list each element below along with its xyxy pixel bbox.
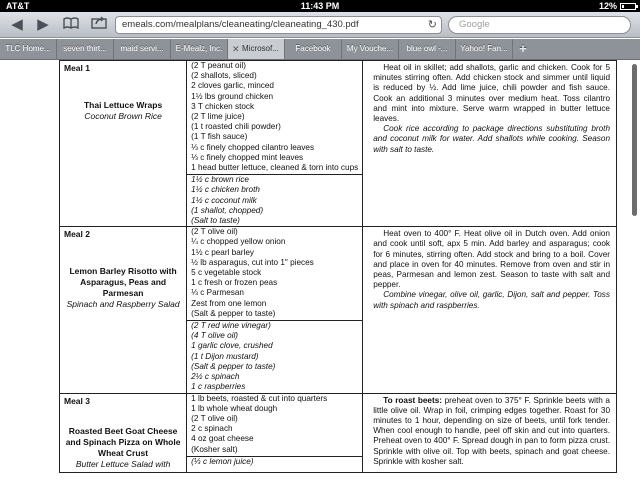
directions-main: Heat oven to 400° F. Heat olive oil in Dutch oven. Add onion and cook until soft, apx 5 min. Add barley and asparagus; cook for 6 minutes, stirring often. Add stock and bring to a boil. Cover and place in oven for 40 minutes. Remove from oven and stir in peas, Parmesan and lemon zest. Season to taste with salt and pepper. bbox=[373, 229, 610, 290]
side-ingredient-line: (Salt to taste) bbox=[191, 216, 240, 226]
side-ingredient-line: 1½ c brown rice bbox=[191, 175, 249, 185]
search-input[interactable]: Google bbox=[448, 16, 631, 34]
forward-icon[interactable]: ▶ bbox=[37, 16, 49, 33]
tab-bar bbox=[0, 39, 640, 60]
side-ingredient-line: (1 shallot, chopped) bbox=[191, 205, 264, 215]
battery-percent: 12% bbox=[598, 1, 617, 11]
ingredient-line: 3 T chicken stock bbox=[191, 101, 255, 111]
ingredient-line: ½ lb asparagus, cut into 1" pieces bbox=[191, 257, 314, 267]
ingredients-cell bbox=[187, 227, 363, 393]
ingredient-line: (2 T olive oil) bbox=[191, 227, 238, 237]
meal-number: Meal 3 bbox=[64, 395, 90, 406]
pdf-page[interactable] bbox=[0, 60, 640, 480]
ingredient-line: (1 t roasted chili powder) bbox=[191, 122, 281, 132]
directions-text: preheat oven to 375° F. Sprinkle beets with a little olive oil. Wrap in foil, crimping edges together. Roast for 30 minutes to 1 hour, depending on size of beets, until fork tender. When cool enough to handle, peel off skin and cut into quarters. Preheat oven to 400° F. Spread dough in pan to form pizza crust. Sprinkle with olive oil. Top with beets, spinach and goat cheese. Sprinkle with kosher salt. bbox=[373, 395, 610, 466]
ingredient-line: (1 T fish sauce) bbox=[191, 132, 248, 142]
side-ingredient-line: (1 t Dijon mustard) bbox=[191, 351, 259, 361]
ingredient-line: 1½ c pearl barley bbox=[191, 247, 254, 257]
battery-icon bbox=[620, 3, 636, 10]
battery-indicator bbox=[599, 0, 636, 12]
ingredient-line: (2 T lime juice) bbox=[191, 112, 245, 122]
tab-maid-servi[interactable]: maid servi... bbox=[114, 39, 171, 59]
bookmarks-icon[interactable] bbox=[60, 15, 82, 35]
ingredient-line: (2 T olive oil) bbox=[191, 413, 238, 423]
directions-cell bbox=[363, 393, 617, 472]
ingredient-line: 5 c vegetable stock bbox=[191, 268, 262, 278]
url-text: emeals.com/mealplans/cleaneating/cleaneating_430.pdf bbox=[122, 19, 359, 30]
tab-facebook[interactable]: Facebook bbox=[285, 39, 342, 59]
meal-row bbox=[60, 227, 617, 393]
side-name: Butter Lettuce Salad with bbox=[75, 458, 171, 469]
ingredient-line: 1 head butter lettuce, cleaned & torn into cups bbox=[191, 163, 359, 173]
close-tab-icon[interactable]: ✕ bbox=[232, 44, 240, 54]
side-ingredient-line: 2½ c spinach bbox=[191, 372, 240, 382]
tab-my-vouche[interactable]: My Vouche... bbox=[342, 39, 399, 59]
new-tab-icon[interactable]: + bbox=[519, 41, 527, 56]
status-bar bbox=[0, 0, 640, 12]
reload-icon[interactable]: ↻ bbox=[427, 19, 437, 31]
tab-microsof-active[interactable] bbox=[228, 39, 285, 59]
ingredient-line: 2 c spinach bbox=[191, 424, 233, 434]
ingredient-line: ⅓ c finely chopped cilantro leaves bbox=[191, 142, 315, 152]
tab-label: Microsof... bbox=[242, 44, 279, 53]
tab-seven-thirt[interactable]: seven thirt... bbox=[57, 39, 114, 59]
directions-side: Cook rice according to package directions substituting broth and coconut milk for water. Add shallots while cooking. Season with salt to taste. bbox=[373, 124, 610, 154]
back-icon[interactable]: ◀ bbox=[11, 16, 23, 33]
side-ingredient-line: (2 T red wine vinegar) bbox=[191, 321, 271, 331]
share-icon[interactable] bbox=[88, 15, 110, 35]
side-name: Coconut Brown Rice bbox=[84, 111, 162, 122]
dish-name: Roasted Beet Goat Cheese and Spinach Pizza on Whole Wheat Crust bbox=[65, 425, 181, 458]
directions-main: Heat oil in skillet; add shallots, garlic and chicken. Cook for 5 minutes stirring often. Add chicken stock and simmer until liquid is reduced by ½. Add lime juice, chili powder and fish sauce. Cook an additional 3 minutes over medium heat. Toss cilantro and mint into mixture. Serve warm wrapped in butter lettuce leaves. bbox=[373, 63, 610, 124]
ingredient-line: ⅓ c finely chopped mint leaves bbox=[191, 152, 304, 162]
tab-tlc-home[interactable]: TLC Home... bbox=[0, 39, 57, 59]
directions-cell bbox=[363, 61, 617, 227]
meal-number: Meal 2 bbox=[64, 229, 90, 240]
ingredient-line: 2 cloves garlic, minced bbox=[191, 81, 274, 91]
ingredient-line: (Kosher salt) bbox=[191, 444, 238, 454]
ingredient-line: ¼ c chopped yellow onion bbox=[191, 237, 286, 247]
directions-side: Combine vinegar, olive oil, garlic, Dijon, salt and pepper. Toss with spinach and raspberries. bbox=[373, 290, 610, 310]
side-ingredient-line: 1½ c coconut milk bbox=[191, 195, 257, 205]
directions-cell bbox=[363, 227, 617, 393]
browser-toolbar bbox=[0, 12, 640, 38]
side-ingredient-line: (4 T olive oil) bbox=[191, 331, 239, 341]
tab-e-mealz[interactable]: E-Mealz, Inc. bbox=[171, 39, 228, 59]
ingredient-line: 4 oz goat cheese bbox=[191, 434, 254, 444]
meal-plan-table bbox=[59, 60, 617, 473]
meal-title-cell bbox=[60, 393, 187, 472]
ingredient-line: Zest from one lemon bbox=[191, 298, 267, 308]
directions-lead: To roast beets: bbox=[383, 395, 442, 405]
ingredient-line: 1½ lbs ground chicken bbox=[191, 91, 274, 101]
directions-main bbox=[373, 396, 610, 467]
tab-yahoo-fan[interactable]: Yahoo! Fan... bbox=[456, 39, 513, 59]
ingredient-line: 1 c fresh or frozen peas bbox=[191, 278, 278, 288]
ingredient-line: ⅓ c Parmesan bbox=[191, 288, 244, 298]
meal-title-cell bbox=[60, 61, 187, 227]
ingredient-line: (Salt & pepper to taste) bbox=[191, 308, 276, 318]
side-ingredient-line: (Salt & pepper to taste) bbox=[191, 361, 276, 371]
ingredient-line: 1 lb whole wheat dough bbox=[191, 403, 278, 413]
ingredient-line: 1 lb beets, roasted & cut into quarters bbox=[191, 393, 328, 403]
side-ingredient-line: 1½ c chicken broth bbox=[191, 185, 260, 195]
meal-row bbox=[60, 393, 617, 472]
scrollbar[interactable] bbox=[632, 64, 637, 216]
side-name: Spinach and Raspberry Salad bbox=[66, 299, 180, 310]
side-ingredient-line: 1 c raspberries bbox=[191, 382, 246, 392]
tab-blue-owl[interactable]: blue owl -... bbox=[399, 39, 456, 59]
meal-row bbox=[60, 61, 617, 227]
meal-title-cell bbox=[60, 227, 187, 393]
side-ingredient-line: (⅓ c lemon juice) bbox=[191, 456, 254, 466]
carrier-label: AT&T bbox=[6, 1, 30, 11]
side-ingredient-line: 1 garlic clove, crushed bbox=[191, 341, 273, 351]
ingredient-line: (2 shallots, sliced) bbox=[191, 71, 257, 81]
meal-number: Meal 1 bbox=[64, 63, 90, 73]
ingredients-cell bbox=[187, 61, 363, 227]
clock: 11:43 PM bbox=[300, 1, 340, 11]
ingredients-cell bbox=[187, 393, 363, 472]
dish-name: Lemon Barley Risotto with Asparagus, Peas and Parmesan bbox=[69, 266, 177, 299]
ingredient-line: (2 T peanut oil) bbox=[191, 61, 246, 70]
url-field[interactable] bbox=[115, 16, 442, 34]
dish-name: Thai Lettuce Wraps bbox=[83, 100, 163, 111]
